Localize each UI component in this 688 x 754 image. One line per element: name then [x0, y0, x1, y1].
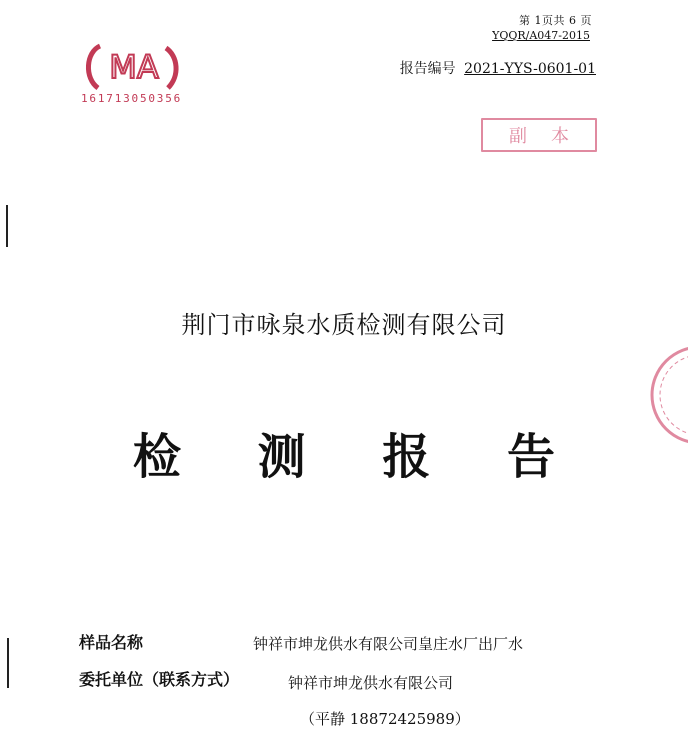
- scan-mark: [6, 205, 8, 247]
- company-name: 荆门市咏泉水质检测有限公司: [181, 311, 507, 339]
- report-title: 检 测 报 告: [132, 429, 586, 485]
- page-count: 第 1页共 6 页: [519, 14, 592, 27]
- client-label: 委托单位（联系方式）: [79, 670, 240, 689]
- client-value: 钟祥市坤龙供水有限公司: [288, 674, 454, 692]
- report-number-label: 报告编号: [399, 61, 456, 77]
- cma-number: 161713050356: [81, 92, 183, 105]
- cma-c-arc: [88, 46, 100, 88]
- sample-name-label: 样品名称: [79, 633, 144, 652]
- copy-stamp-char-1: 副: [509, 126, 527, 147]
- standard-code: YQQR/A047-2015: [492, 29, 590, 42]
- report-number: 2021-YYS-0601-01: [464, 61, 596, 77]
- copy-stamp: [481, 118, 597, 152]
- copy-stamp-char-2: 本: [551, 126, 569, 147]
- scan-mark: [7, 638, 9, 688]
- cma-right-arc: [166, 48, 176, 88]
- client-contact: （平静 18872425989）: [300, 710, 470, 728]
- sample-name-value: 钟祥市坤龙供水有限公司皇庄水厂出厂水: [253, 635, 524, 653]
- cma-text: MA: [109, 48, 159, 86]
- report-number-row: [400, 58, 596, 78]
